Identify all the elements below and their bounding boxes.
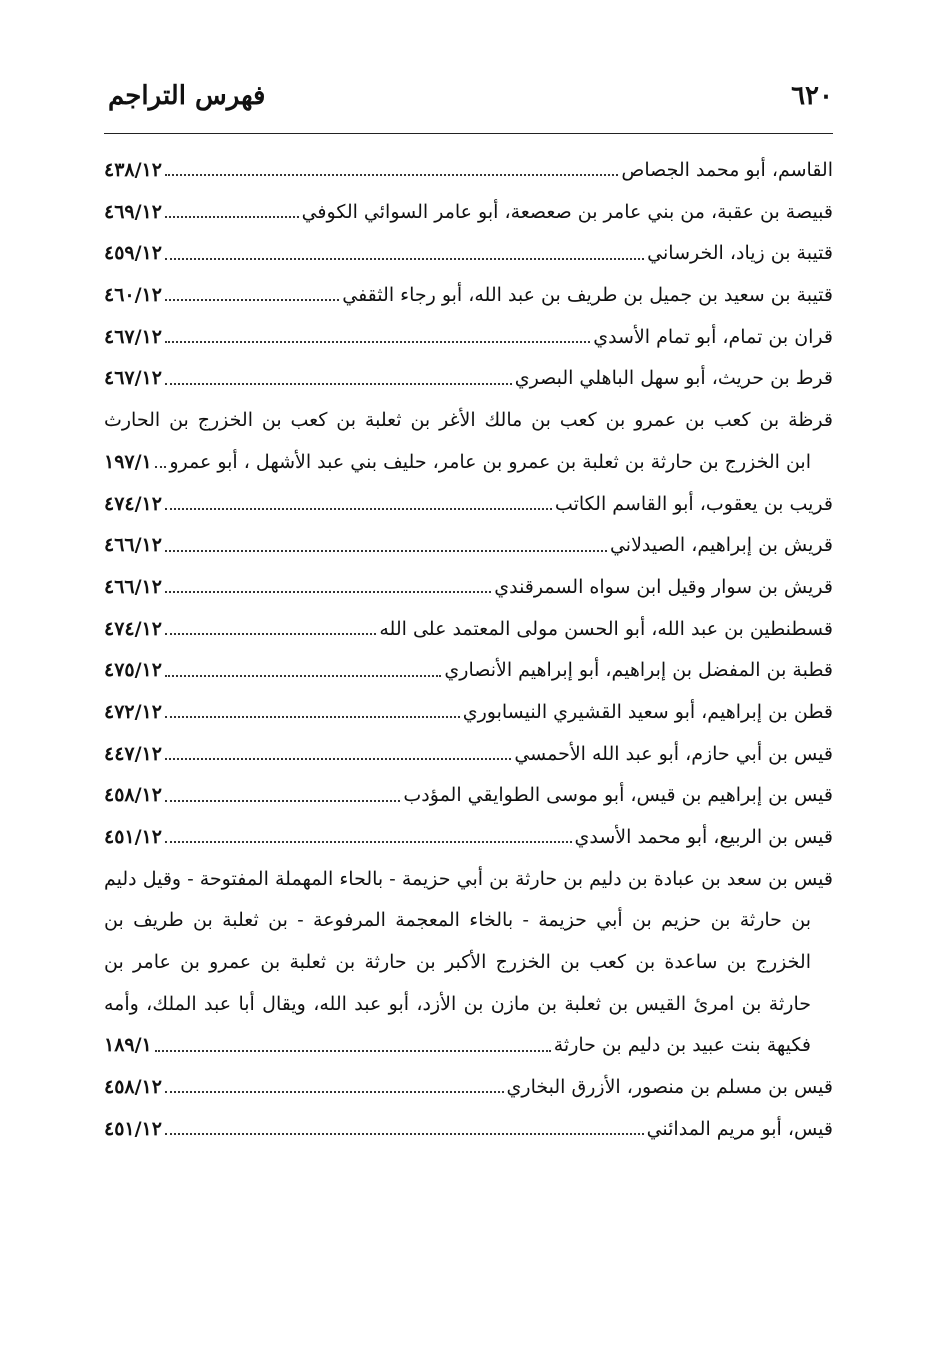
index-entry bbox=[104, 1109, 833, 1151]
index-entry bbox=[104, 192, 833, 234]
entry-reference: ٤٤٧/١٢ bbox=[104, 742, 162, 765]
index-entry bbox=[104, 442, 833, 484]
entry-text: قطن بن إبراهيم، أبو سعيد القشيري النيسابوري bbox=[462, 700, 833, 723]
index-entry bbox=[104, 609, 833, 651]
dot-leader bbox=[165, 840, 572, 843]
page-title: فهرس التراجم bbox=[108, 81, 266, 111]
dot-leader bbox=[155, 1049, 551, 1052]
index-entry bbox=[104, 1025, 833, 1067]
entry-reference: ٤٥٩/١٢ bbox=[104, 242, 162, 265]
entry-reference: ١٨٩/١ bbox=[104, 1034, 152, 1057]
entry-text: قريش بن إبراهيم، الصيدلاني bbox=[609, 534, 833, 557]
dot-leader bbox=[165, 632, 376, 635]
entry-text: قيس بن الربيع، أبو محمد الأسدي bbox=[574, 826, 833, 848]
index-entry bbox=[104, 942, 833, 984]
entry-reference: ٤٧٤/١٢ bbox=[104, 492, 162, 515]
entry-reference: ٤٥١/١٢ bbox=[104, 1117, 162, 1140]
index-entry bbox=[104, 358, 833, 400]
entry-text: قيس، أبو مريم المدائني bbox=[646, 1117, 833, 1140]
entry-text: قتيبة بن زياد، الخرساني bbox=[647, 242, 833, 265]
entry-text: بن حارثة بن حزيم بن أبي حزيمة - بالخاء المعجمة المرفوعة - بن ثعلبة بن طريف بن bbox=[104, 909, 811, 932]
dot-leader bbox=[165, 257, 644, 260]
dot-leader bbox=[165, 340, 590, 343]
index-entry bbox=[104, 275, 833, 317]
index-entry bbox=[104, 775, 833, 817]
entry-reference: ٤٧٥/١٢ bbox=[104, 659, 162, 682]
entry-text: قيس بن أبي حازم، أبو عبد الله الأحمسي bbox=[514, 742, 833, 765]
entry-text: قريش بن سوار وقيل ابن سواه السمرقندي bbox=[494, 575, 833, 598]
dot-leader bbox=[165, 507, 552, 510]
dot-leader bbox=[165, 799, 400, 802]
entry-reference: ٤٦٩/١٢ bbox=[104, 200, 162, 223]
index-entry bbox=[104, 567, 833, 609]
index-entry bbox=[104, 650, 833, 692]
entry-text: قران بن تمام، أبو تمام الأسدي bbox=[593, 325, 833, 348]
dot-leader bbox=[165, 215, 299, 218]
page-header bbox=[108, 78, 833, 114]
index-entry bbox=[104, 400, 833, 442]
index-entry bbox=[104, 692, 833, 734]
index-entry bbox=[104, 484, 833, 526]
entry-reference: ٤٦٠/١٢ bbox=[104, 284, 162, 307]
entry-reference: ٤٥١/١٢ bbox=[104, 826, 162, 848]
header-rule bbox=[104, 133, 833, 134]
entry-text: فكيهة بنت عبيد بن دليم بن حارثة bbox=[553, 1034, 811, 1057]
index-entry bbox=[104, 317, 833, 359]
dot-leader bbox=[165, 757, 511, 760]
index-entry bbox=[104, 1067, 833, 1109]
index-entry bbox=[104, 525, 833, 567]
entries-list bbox=[104, 150, 833, 1151]
dot-leader bbox=[165, 1090, 504, 1093]
entry-text: قريب بن يعقوب، أبو القاسم الكاتب bbox=[554, 492, 833, 515]
entry-text: قيس بن إبراهيم بن قيس، أبو موسى الطوايقي المؤدب bbox=[403, 784, 833, 807]
entry-reference: ٤٧٤/١٢ bbox=[104, 617, 162, 640]
entry-text: قبيصة بن عقبة، من بني عامر بن صعصعة، أبو عامر السوائي الكوفي bbox=[301, 200, 833, 223]
entry-text: الخزرج بن ساعدة بن كعب بن الخزرج الأكبر بن حارثة بن ثعلبة بن عمرو بن عامر بن bbox=[104, 951, 811, 974]
dot-leader bbox=[165, 382, 512, 385]
dot-leader bbox=[165, 173, 618, 176]
entry-text: القاسم، أبو محمد الجصاص bbox=[621, 159, 833, 181]
entry-reference: ٤٧٢/١٢ bbox=[104, 700, 162, 723]
entry-text: حارثة بن امرئ القيس بن ثعلبة بن مازن بن الأزد، أبو عبد الله، ويقال أبا عبد الملك، وأمه bbox=[104, 992, 811, 1015]
dot-leader bbox=[165, 674, 441, 677]
entry-reference: ٤٥٨/١٢ bbox=[104, 784, 162, 807]
dot-leader bbox=[165, 549, 607, 552]
dot-leader bbox=[165, 590, 491, 593]
entry-reference: ٤٦٦/١٢ bbox=[104, 534, 162, 557]
entry-reference: ٤٣٨/١٢ bbox=[104, 159, 162, 181]
index-entry bbox=[104, 734, 833, 776]
dot-leader bbox=[155, 465, 167, 468]
index-entry bbox=[104, 984, 833, 1026]
entry-text: قرط بن حريث، أبو سهل الباهلي البصري bbox=[514, 367, 833, 390]
dot-leader bbox=[165, 298, 339, 301]
dot-leader bbox=[165, 1132, 644, 1135]
entry-reference: ١٩٧/١ bbox=[104, 450, 152, 473]
entry-text: قيس بن سعد بن عبادة بن دليم بن حارثة بن أبي حزيمة - بالحاء المهملة المفتوحة - وقيل دليم bbox=[104, 867, 833, 890]
entry-text: قسطنطين بن عبد الله، أبو الحسن مولى المعتمد على الله bbox=[379, 617, 833, 640]
page-number: ٦٢٠ bbox=[791, 81, 833, 111]
index-entry bbox=[104, 859, 833, 901]
entry-text: قتيبة بن سعيد بن جميل بن طريف بن عبد الله، أبو رجاء الثقفي bbox=[342, 284, 833, 307]
entry-reference: ٤٦٦/١٢ bbox=[104, 575, 162, 598]
entry-text: ابن الخزرج بن حارثة بن ثعلبة بن عمرو بن عامر، حليف بني عبد الأشهل ، أبو عمرو bbox=[169, 450, 811, 473]
entry-reference: ٤٥٨/١٢ bbox=[104, 1076, 162, 1099]
entry-text: قطبة بن المفضل بن إبراهيم، أبو إبراهيم الأنصاري bbox=[444, 659, 833, 682]
index-entry bbox=[104, 150, 833, 192]
entry-text: قرظة بن كعب بن عمرو بن كعب بن مالك الأغر بن ثعلبة بن كعب بن الخزرج بن الحارث bbox=[104, 409, 833, 432]
index-entry bbox=[104, 900, 833, 942]
dot-leader bbox=[165, 715, 460, 718]
entry-reference: ٤٦٧/١٢ bbox=[104, 367, 162, 390]
index-entry bbox=[104, 817, 833, 859]
entry-reference: ٤٦٧/١٢ bbox=[104, 325, 162, 348]
index-entry bbox=[104, 233, 833, 275]
entry-text: قيس بن مسلم بن منصور، الأزرق البخاري bbox=[506, 1076, 833, 1099]
